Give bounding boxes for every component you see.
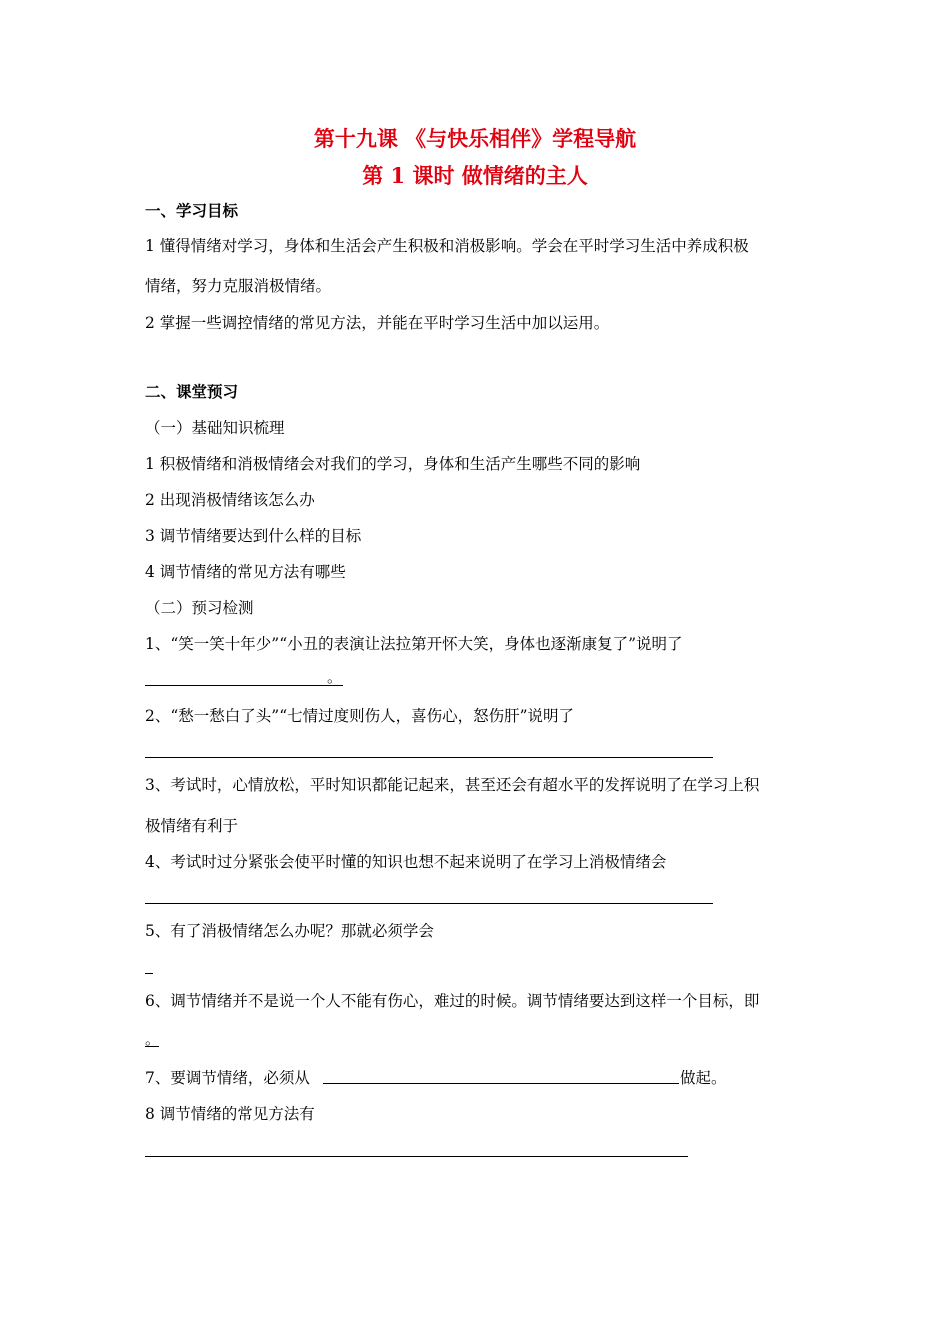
goal-1-line-1: 1 懂得情绪对学习，身体和生活会产生积极和消极影响。学会在平时学习生活中养成积极 [145,237,749,255]
answer-blank-2[interactable] [145,757,713,758]
answer-blank-8[interactable] [145,1156,688,1157]
test-3-line-1: 3、考试时，心情放松，平时知识都能记起来，甚至还会有超水平的发挥说明了在学习上积 [145,776,760,794]
document-title: 第十九课 《与快乐相伴》学程导航 [313,126,637,151]
section-heading-goals: 一、学习目标 [145,201,239,220]
goal-1-line-2: 情绪，努力克服消极情绪。 [145,277,332,295]
goal-2: 2 掌握一些调控情绪的常见方法，并能在平时学习生活中加以运用。 [145,314,610,332]
test-8: 8 调节情绪的常见方法有 [145,1105,315,1123]
question-2: 2 出现消极情绪该怎么办 [145,491,315,509]
question-4: 4 调节情绪的常见方法有哪些 [145,563,346,581]
subsection-check: （二）预习检测 [145,599,254,617]
subsection-basics: （一）基础知识梳理 [145,419,285,437]
answer-blank-5[interactable] [145,973,153,974]
test-5: 5、有了消极情绪怎么办呢？那就必须学会 [145,922,434,940]
test-7-end: 做起。 [680,1069,727,1087]
test-6-line-1: 6、调节情绪并不是说一个人不能有伤心，难过的时候。调节情绪要达到这样一个目标，即 [145,992,760,1010]
test-1: 1、“笑一笑十年少”“小丑的表演让法拉第开怀大笑，身体也逐渐康复了”说明了 [145,635,683,653]
test-1-end: 。 [327,668,343,686]
question-3: 3 调节情绪要达到什么样的目标 [145,527,362,545]
answer-blank-1[interactable] [145,685,343,686]
document-subtitle: 第 1 课时 做情绪的主人 [362,163,588,188]
section-heading-preview: 二、课堂预习 [145,382,239,401]
test-4: 4、考试时过分紧张会使平时懂的知识也想不起来说明了在学习上消极情绪会 [145,853,667,871]
test-2: 2、“愁一愁白了头”“七情过度则伤人，喜伤心，怒伤肝”说明了 [145,707,575,725]
answer-blank-7[interactable] [323,1083,679,1084]
question-1: 1 积极情绪和消极情绪会对我们的学习，身体和生活产生哪些不同的影响 [145,455,641,473]
test-6-end: 。 [145,1030,161,1048]
answer-blank-4[interactable] [145,903,713,904]
test-3-line-2: 极情绪有利于 [145,817,239,835]
test-7-start: 7、要调节情绪，必须从 [145,1069,310,1087]
